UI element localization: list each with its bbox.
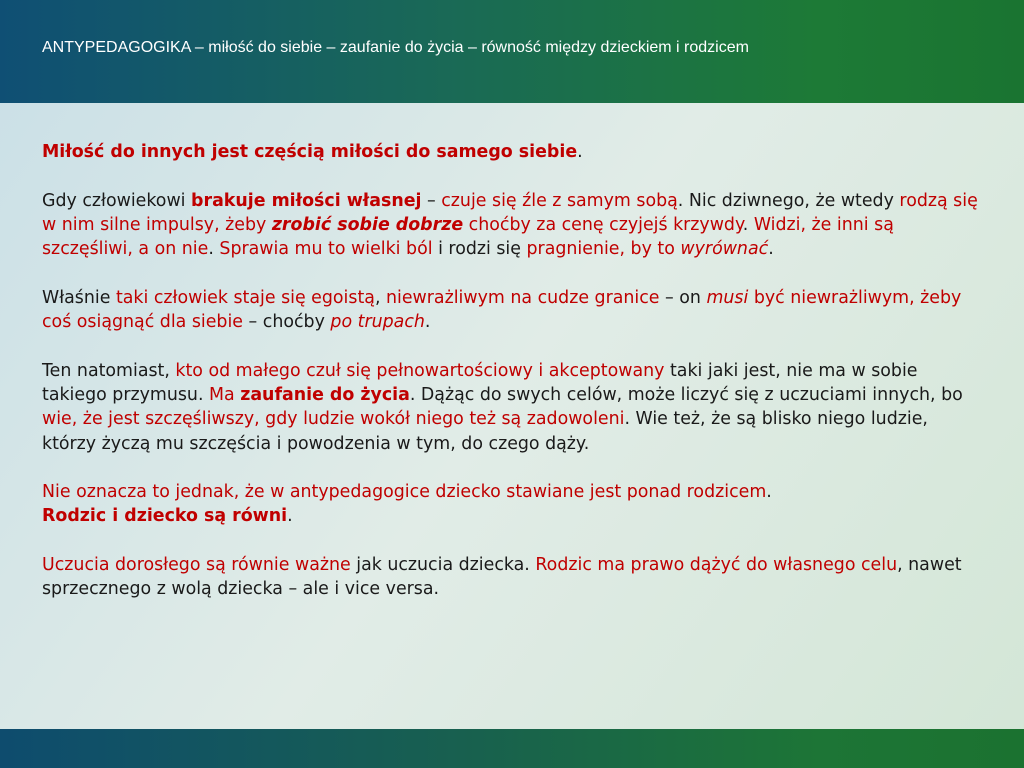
text-span: Widzi, że inni są szczęśliwi, a on nie [42, 214, 894, 260]
text-span: Ten natomiast, [42, 360, 176, 381]
text-span: brakuje miłości własnej [191, 190, 422, 211]
text-span: Rodzic i dziecko są równi [42, 506, 288, 527]
text-span: . [424, 312, 431, 333]
text-span: – on [659, 287, 707, 308]
text-span: kto od małego czuł się pełnowartościowy i akceptowany [175, 360, 665, 381]
text-span: choćby za cenę czyjejś krzywdy [463, 214, 743, 235]
paragraph-4 [42, 359, 987, 456]
paragraph-6 [42, 553, 987, 602]
paragraph-2 [42, 189, 987, 262]
text-span: . Dążąc do swych celów, może liczyć się z uczuciami innych, bo [409, 384, 963, 405]
text-span: . [208, 239, 220, 260]
text-span: taki jaki jest, nie ma w sobie takiego przymusu. [42, 360, 918, 405]
text-span: . [287, 506, 293, 527]
text-span: niewrażliwym na cudze granice [386, 287, 660, 308]
text-span: być niewrażliwym, żeby coś osiągnąć dla siebie [42, 287, 962, 333]
text-span: zrobić sobie dobrze [271, 214, 464, 235]
text-span: musi [706, 287, 749, 308]
text-span: Uczucia dorosłego są równie ważne [42, 555, 351, 576]
text-span: Nie oznacza to jednak, że w antypedagogice dziecko stawiane jest ponad rodzicem [42, 482, 767, 503]
text-span: rodzą się w nim silne impulsy, żeby [42, 190, 978, 235]
footer-bar [0, 729, 1024, 768]
paragraph-1 [42, 140, 987, 164]
text-span: Ma [209, 384, 241, 405]
text-span: zaufanie do życia [240, 384, 410, 405]
text-span: jak uczucia dziecka. [350, 555, 536, 576]
slide-title: ANTYPEDAGOGIKA – miłość do siebie – zaufanie do życia – równość między dzieckiem i rodzicem [42, 39, 749, 56]
header-bar [0, 0, 1024, 103]
text-span: . Wie też, że są blisko niego ludzie, którzy życzą mu szczęścia i powodzenia w tym, do czego dąży. [42, 409, 928, 454]
text-span: Sprawia mu to wielki ból [219, 239, 433, 260]
text-span: , nawet sprzecznego z wolą dziecka – ale i vice versa. [42, 555, 962, 600]
text-span: wyrównać [680, 239, 769, 260]
paragraph-3 [42, 286, 987, 335]
text-span: . Nic dziwnego, że wtedy [677, 190, 900, 211]
slide-body [42, 140, 987, 626]
text-span: po trupach [330, 312, 425, 333]
text-span: . [742, 214, 754, 235]
text-span: . [766, 482, 772, 503]
text-span: – [421, 190, 442, 211]
text-span: , [374, 287, 386, 308]
text-span: Miłość do innych jest częścią miłości do samego siebie [42, 142, 578, 162]
text-span: Właśnie [42, 287, 116, 308]
text-span: pragnienie, by to [526, 239, 681, 260]
text-span: taki człowiek staje się egoistą [115, 287, 375, 308]
text-span: . [577, 142, 583, 162]
text-span: – choćby [243, 312, 331, 333]
text-span: i rodzi się [432, 239, 527, 260]
text-span: czuje się źle z samym sobą [441, 190, 678, 211]
paragraph-5 [42, 480, 987, 529]
text-span: wie, że jest szczęśliwszy, gdy ludzie wokół niego też są zadowoleni [42, 409, 625, 430]
text-span: Gdy człowiekowi [42, 190, 192, 211]
text-span: . [768, 239, 774, 260]
text-span: Rodzic ma prawo dążyć do własnego celu [535, 555, 898, 576]
